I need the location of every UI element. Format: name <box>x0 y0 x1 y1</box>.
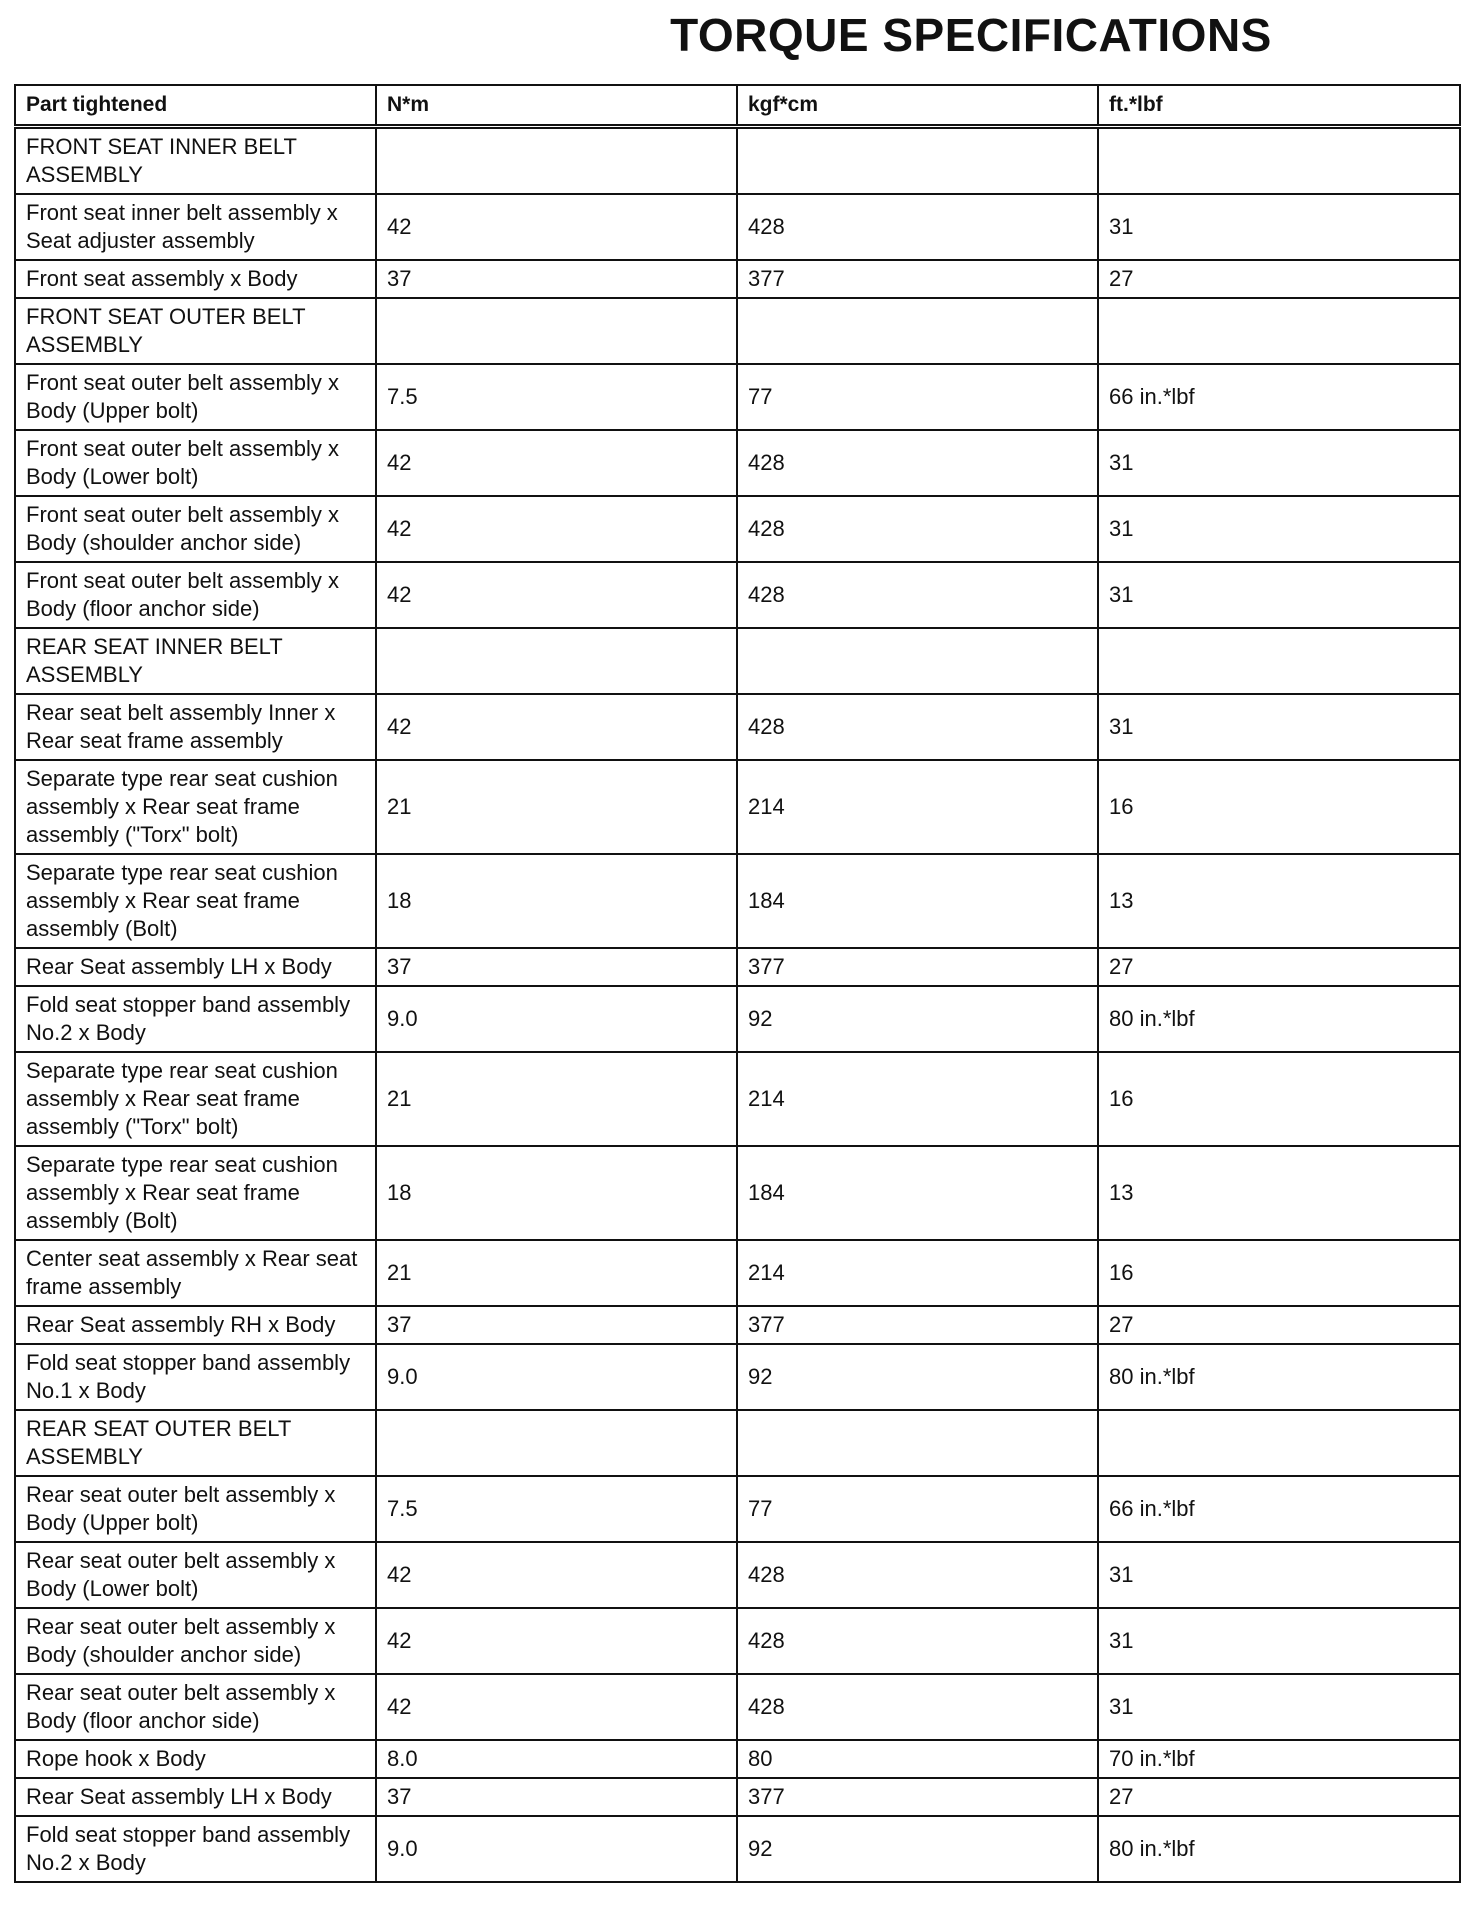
cell-nm: 9.0 <box>376 986 737 1052</box>
cell-nm: 18 <box>376 854 737 948</box>
cell-nm: 42 <box>376 194 737 260</box>
torque-spec-table <box>14 84 1461 1883</box>
cell-kgfcm <box>737 298 1098 364</box>
cell-ftlbf <box>1098 1410 1460 1476</box>
cell-part: Rear Seat assembly RH x Body <box>15 1306 376 1344</box>
cell-part: Rear seat belt assembly Inner x Rear seat frame assembly <box>15 694 376 760</box>
table-row <box>15 1740 1460 1778</box>
cell-kgfcm: 77 <box>737 1476 1098 1542</box>
cell-part: Rear seat outer belt assembly x Body (shoulder anchor side) <box>15 1608 376 1674</box>
cell-nm: 18 <box>376 1146 737 1240</box>
cell-kgfcm: 214 <box>737 1052 1098 1146</box>
cell-ftlbf: 27 <box>1098 948 1460 986</box>
table-row <box>15 562 1460 628</box>
cell-nm: 37 <box>376 948 737 986</box>
table-header-row <box>15 85 1460 127</box>
cell-ftlbf: 31 <box>1098 496 1460 562</box>
table-row <box>15 986 1460 1052</box>
cell-kgfcm: 77 <box>737 364 1098 430</box>
cell-kgfcm: 428 <box>737 1542 1098 1608</box>
cell-ftlbf: 80 in.*lbf <box>1098 1816 1460 1882</box>
cell-kgfcm: 92 <box>737 1344 1098 1410</box>
table-row <box>15 1146 1460 1240</box>
table-row <box>15 194 1460 260</box>
cell-ftlbf: 66 in.*lbf <box>1098 364 1460 430</box>
table-row <box>15 1778 1460 1816</box>
table-row <box>15 496 1460 562</box>
cell-kgfcm: 184 <box>737 1146 1098 1240</box>
cell-part: Front seat assembly x Body <box>15 260 376 298</box>
cell-nm <box>376 1410 737 1476</box>
page-title: TORQUE SPECIFICATIONS <box>670 9 1272 61</box>
cell-kgfcm <box>737 1410 1098 1476</box>
cell-part: Front seat outer belt assembly x Body (Upper bolt) <box>15 364 376 430</box>
cell-nm: 9.0 <box>376 1816 737 1882</box>
cell-nm <box>376 127 737 195</box>
cell-nm <box>376 628 737 694</box>
table-row <box>15 1344 1460 1410</box>
cell-ftlbf: 16 <box>1098 760 1460 854</box>
cell-ftlbf: 13 <box>1098 854 1460 948</box>
header-part-tightened: Part tightened <box>15 85 376 127</box>
cell-kgfcm: 92 <box>737 1816 1098 1882</box>
cell-part: Fold seat stopper band assembly No.2 x Body <box>15 986 376 1052</box>
cell-nm: 42 <box>376 562 737 628</box>
cell-kgfcm: 214 <box>737 760 1098 854</box>
table-row <box>15 127 1460 195</box>
cell-kgfcm: 428 <box>737 496 1098 562</box>
cell-part: Front seat inner belt assembly x Seat adjuster assembly <box>15 194 376 260</box>
cell-nm: 21 <box>376 760 737 854</box>
cell-kgfcm <box>737 628 1098 694</box>
table-row <box>15 1410 1460 1476</box>
cell-part: Separate type rear seat cushion assembly x Rear seat frame assembly ("Torx" bolt) <box>15 1052 376 1146</box>
table-row <box>15 628 1460 694</box>
table-row <box>15 260 1460 298</box>
cell-ftlbf <box>1098 127 1460 195</box>
cell-kgfcm: 428 <box>737 694 1098 760</box>
table-row <box>15 854 1460 948</box>
cell-kgfcm: 214 <box>737 1240 1098 1306</box>
cell-kgfcm: 377 <box>737 1778 1098 1816</box>
cell-kgfcm: 377 <box>737 260 1098 298</box>
cell-part: Rear seat outer belt assembly x Body (floor anchor side) <box>15 1674 376 1740</box>
table-row <box>15 948 1460 986</box>
cell-kgfcm: 428 <box>737 1608 1098 1674</box>
cell-ftlbf: 70 in.*lbf <box>1098 1740 1460 1778</box>
cell-kgfcm: 428 <box>737 1674 1098 1740</box>
cell-part: Fold seat stopper band assembly No.2 x Body <box>15 1816 376 1882</box>
cell-ftlbf <box>1098 298 1460 364</box>
table-row <box>15 1674 1460 1740</box>
cell-nm: 42 <box>376 1674 737 1740</box>
cell-kgfcm: 428 <box>737 562 1098 628</box>
cell-ftlbf: 13 <box>1098 1146 1460 1240</box>
header-kgfcm: kgf*cm <box>737 85 1098 127</box>
cell-part: Separate type rear seat cushion assembly x Rear seat frame assembly (Bolt) <box>15 854 376 948</box>
cell-ftlbf: 31 <box>1098 562 1460 628</box>
cell-part: FRONT SEAT INNER BELT ASSEMBLY <box>15 127 376 195</box>
cell-part: Separate type rear seat cushion assembly x Rear seat frame assembly (Bolt) <box>15 1146 376 1240</box>
cell-nm <box>376 298 737 364</box>
cell-ftlbf: 31 <box>1098 1674 1460 1740</box>
cell-nm: 21 <box>376 1052 737 1146</box>
table-row <box>15 1240 1460 1306</box>
cell-kgfcm: 428 <box>737 194 1098 260</box>
table-row <box>15 1542 1460 1608</box>
cell-nm: 7.5 <box>376 1476 737 1542</box>
table-row <box>15 1816 1460 1882</box>
cell-kgfcm: 377 <box>737 948 1098 986</box>
cell-nm: 42 <box>376 496 737 562</box>
cell-nm: 37 <box>376 1306 737 1344</box>
table-row <box>15 760 1460 854</box>
cell-kgfcm <box>737 127 1098 195</box>
cell-part: Front seat outer belt assembly x Body (shoulder anchor side) <box>15 496 376 562</box>
cell-ftlbf: 16 <box>1098 1052 1460 1146</box>
cell-nm: 8.0 <box>376 1740 737 1778</box>
table-row <box>15 1608 1460 1674</box>
cell-ftlbf: 16 <box>1098 1240 1460 1306</box>
cell-nm: 42 <box>376 694 737 760</box>
cell-part: Rear Seat assembly LH x Body <box>15 1778 376 1816</box>
cell-part: Separate type rear seat cushion assembly x Rear seat frame assembly ("Torx" bolt) <box>15 760 376 854</box>
cell-part: Front seat outer belt assembly x Body (floor anchor side) <box>15 562 376 628</box>
cell-ftlbf: 27 <box>1098 1778 1460 1816</box>
cell-ftlbf: 31 <box>1098 1542 1460 1608</box>
cell-kgfcm: 92 <box>737 986 1098 1052</box>
cell-nm: 21 <box>376 1240 737 1306</box>
cell-ftlbf: 27 <box>1098 1306 1460 1344</box>
cell-nm: 9.0 <box>376 1344 737 1410</box>
table-row <box>15 1476 1460 1542</box>
cell-kgfcm: 377 <box>737 1306 1098 1344</box>
table-row <box>15 430 1460 496</box>
cell-part: FRONT SEAT OUTER BELT ASSEMBLY <box>15 298 376 364</box>
cell-ftlbf: 27 <box>1098 260 1460 298</box>
cell-ftlbf <box>1098 628 1460 694</box>
cell-ftlbf: 80 in.*lbf <box>1098 986 1460 1052</box>
header-ftlbf: ft.*lbf <box>1098 85 1460 127</box>
cell-kgfcm: 80 <box>737 1740 1098 1778</box>
cell-ftlbf: 66 in.*lbf <box>1098 1476 1460 1542</box>
cell-kgfcm: 184 <box>737 854 1098 948</box>
cell-nm: 37 <box>376 1778 737 1816</box>
cell-part: REAR SEAT OUTER BELT ASSEMBLY <box>15 1410 376 1476</box>
cell-part: Rear seat outer belt assembly x Body (Upper bolt) <box>15 1476 376 1542</box>
table-row <box>15 1052 1460 1146</box>
cell-part: Center seat assembly x Rear seat frame assembly <box>15 1240 376 1306</box>
cell-ftlbf: 31 <box>1098 1608 1460 1674</box>
table-row <box>15 298 1460 364</box>
cell-part: Rear Seat assembly LH x Body <box>15 948 376 986</box>
cell-part: Fold seat stopper band assembly No.1 x Body <box>15 1344 376 1410</box>
cell-part: Rear seat outer belt assembly x Body (Lower bolt) <box>15 1542 376 1608</box>
cell-ftlbf: 31 <box>1098 430 1460 496</box>
table-row <box>15 364 1460 430</box>
table-row <box>15 694 1460 760</box>
cell-nm: 42 <box>376 430 737 496</box>
table-row <box>15 1306 1460 1344</box>
cell-part: REAR SEAT INNER BELT ASSEMBLY <box>15 628 376 694</box>
cell-nm: 42 <box>376 1608 737 1674</box>
cell-kgfcm: 428 <box>737 430 1098 496</box>
cell-part: Front seat outer belt assembly x Body (Lower bolt) <box>15 430 376 496</box>
cell-part: Rope hook x Body <box>15 1740 376 1778</box>
cell-ftlbf: 80 in.*lbf <box>1098 1344 1460 1410</box>
cell-ftlbf: 31 <box>1098 194 1460 260</box>
cell-nm: 37 <box>376 260 737 298</box>
cell-ftlbf: 31 <box>1098 694 1460 760</box>
header-nm: N*m <box>376 85 737 127</box>
cell-nm: 42 <box>376 1542 737 1608</box>
cell-nm: 7.5 <box>376 364 737 430</box>
